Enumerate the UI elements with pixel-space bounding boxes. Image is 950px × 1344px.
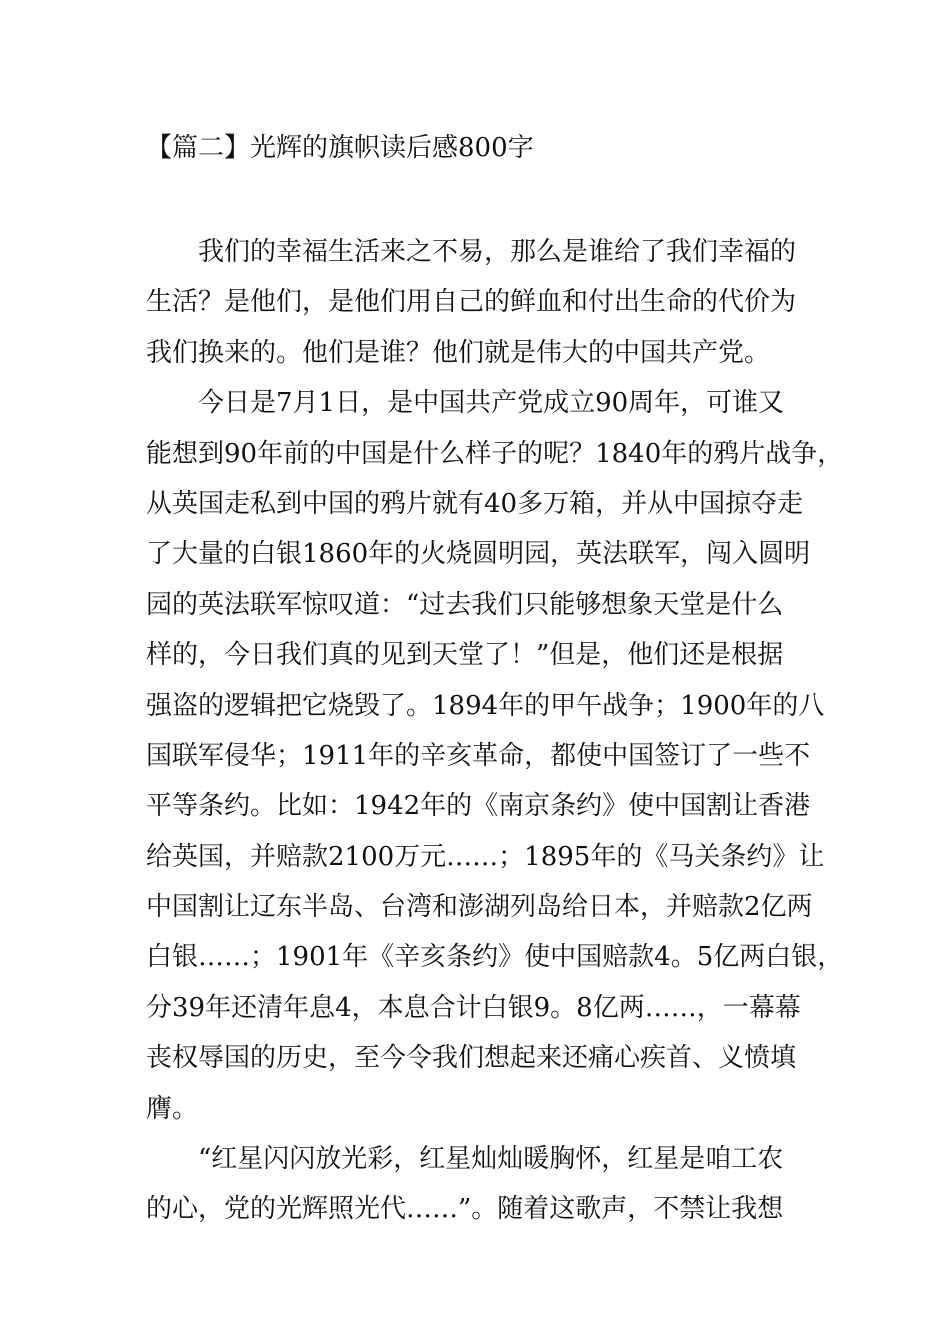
paragraph-line: 国联军侵华；1911年的辛亥革命，都使中国签订了一些不 xyxy=(146,740,811,771)
paragraph-line: 今日是7月1日，是中国共产党成立90周年，可谁又 xyxy=(198,388,785,419)
paragraph-line: 的心，党的光辉照光代……”。随着这歌声，不禁让我想 xyxy=(146,1194,784,1225)
paragraph-line: 我们的幸福生活来之不易，那么是谁给了我们幸福的 xyxy=(198,237,797,267)
paragraph-line: 从英国走私到中国的鸦片就有40多万箱，并从中国掠夺走 xyxy=(146,488,804,519)
paragraph-line: 强盗的逻辑把它烧毁了。1894年的甲午战争；1900年的八 xyxy=(146,690,825,721)
paragraph-line: 样的，今日我们真的见到天堂了！”但是，他们还是根据 xyxy=(146,640,784,671)
paragraph-line: 分39年还清年息4，本息合计白银9。8亿两……，一幕幕 xyxy=(146,992,801,1023)
paragraph-line: 平等条约。比如：1942年的《南京条约》使中国割让香港 xyxy=(146,791,811,822)
paragraph-line: 丧权辱国的历史，至今令我们想起来还痛心疾首、义愤填 xyxy=(146,1043,797,1074)
paragraph-line: 园的英法联军惊叹道：“过去我们只能够想象天堂是什么 xyxy=(146,589,784,620)
paragraph-line: 我们换来的。他们是谁？他们就是伟大的中国共产党。 xyxy=(146,337,771,368)
document-body xyxy=(146,227,844,1235)
paragraph-line: 中国割让辽东半岛、台湾和澎湖列岛给日本，并赔款2亿两 xyxy=(146,892,813,923)
paragraph-line: 能想到90年前的中国是什么样子的呢？1840年的鸦片战争， xyxy=(146,438,844,469)
paragraph-line: “红星闪闪放光彩，红星灿灿暖胸怀，红星是咱工农 xyxy=(198,1144,784,1175)
paragraph-line: 了大量的白银1860年的火烧圆明园，英法联军，闯入圆明 xyxy=(146,539,811,570)
document-title: 【篇二】光辉的旗帜读后感800字 xyxy=(146,133,534,163)
paragraph-line: 白银……；1901年《辛亥条约》使中国赔款4。5亿两白银， xyxy=(146,942,844,973)
paragraph-line: 膺。 xyxy=(146,1093,199,1124)
paragraph-line: 给英国，并赔款2100万元……；1895年的《马关条约》让 xyxy=(146,841,825,872)
paragraph-line: 生活？是他们，是他们用自己的鲜血和付出生命的代价为 xyxy=(146,287,797,318)
